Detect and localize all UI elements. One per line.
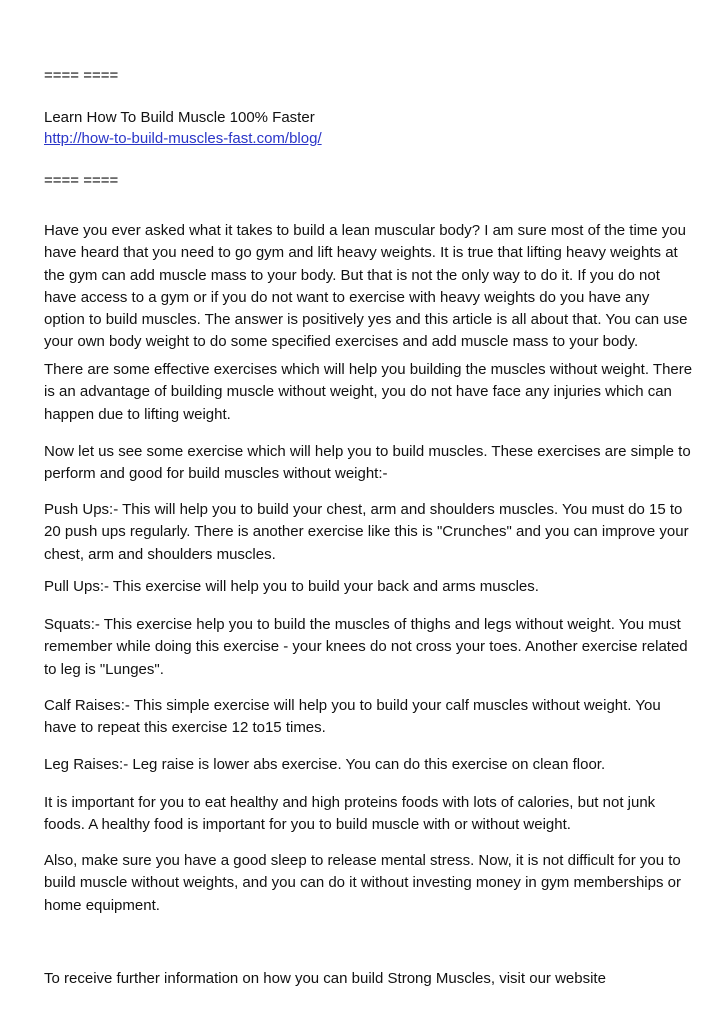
article-title: Learn How To Build Muscle 100% Faster	[44, 109, 315, 126]
closing-line: To receive further information on how you can build Strong Muscles, visit our website	[44, 970, 606, 987]
paragraph-intro: Have you ever asked what it takes to build a lean muscular body? I am sure most of the time you have heard that you need to go gym and lift heavy weights. It is true that lifting heavy weights at the gym can add muscle mass to your body. But that is not the only way to do it. If you do not have access to a gym or if you do not want to exercise with heavy weights do you have any option to build muscles. The answer is positively yes and this article is all about that. You can use your own body weight to do some specified exercises and add muscle mass to your body.	[44, 222, 688, 351]
separator-bottom: ==== ====	[44, 172, 119, 189]
source-link[interactable]: http://how-to-build-muscles-fast.com/blog/	[44, 130, 322, 147]
paragraph-leg-raises: Leg Raises:- Leg raise is lower abs exercise. You can do this exercise on clean floor.	[44, 756, 606, 773]
paragraph-calf-raises: Calf Raises:- This simple exercise will help you to build your calf muscles without weight. You have to repeat this exercise 12 to15 times.	[44, 697, 661, 737]
paragraph-sleep: Also, make sure you have a good sleep to release mental stress. Now, it is not difficult for you to build muscle without weights, and you can do it without investing money in gym memberships or home equipment.	[44, 852, 681, 914]
separator-top: ==== ====	[44, 67, 119, 84]
paragraph-pull-ups: Pull Ups:- This exercise will help you to build your back and arms muscles.	[44, 578, 539, 595]
paragraph-push-ups: Push Ups:- This will help you to build your chest, arm and shoulders muscles. You must do 15 to 20 push ups regularly. There is another exercise like this is "Crunches" and you can improve your chest, arm and shoulders muscles.	[44, 501, 689, 563]
paragraph-squats: Squats:- This exercise help you to build the muscles of thighs and legs without weight. You must remember while doing this exercise - your knees do not cross your toes. Another exercise related to leg is "Lunges".	[44, 616, 688, 678]
paragraph-exercise-intro: Now let us see some exercise which will help you to build muscles. These exercises are simple to perform and good for build muscles without weight:-	[44, 443, 691, 483]
paragraph-nutrition: It is important for you to eat healthy and high proteins foods with lots of calories, but not junk foods. A healthy food is important for you to build muscle with or without weight.	[44, 794, 656, 834]
paragraph-advantages: There are some effective exercises which will help you building the muscles without weight. There is an advantage of building muscle without weight, you do not have face any injuries which can happen due to lifting weight.	[44, 361, 693, 423]
